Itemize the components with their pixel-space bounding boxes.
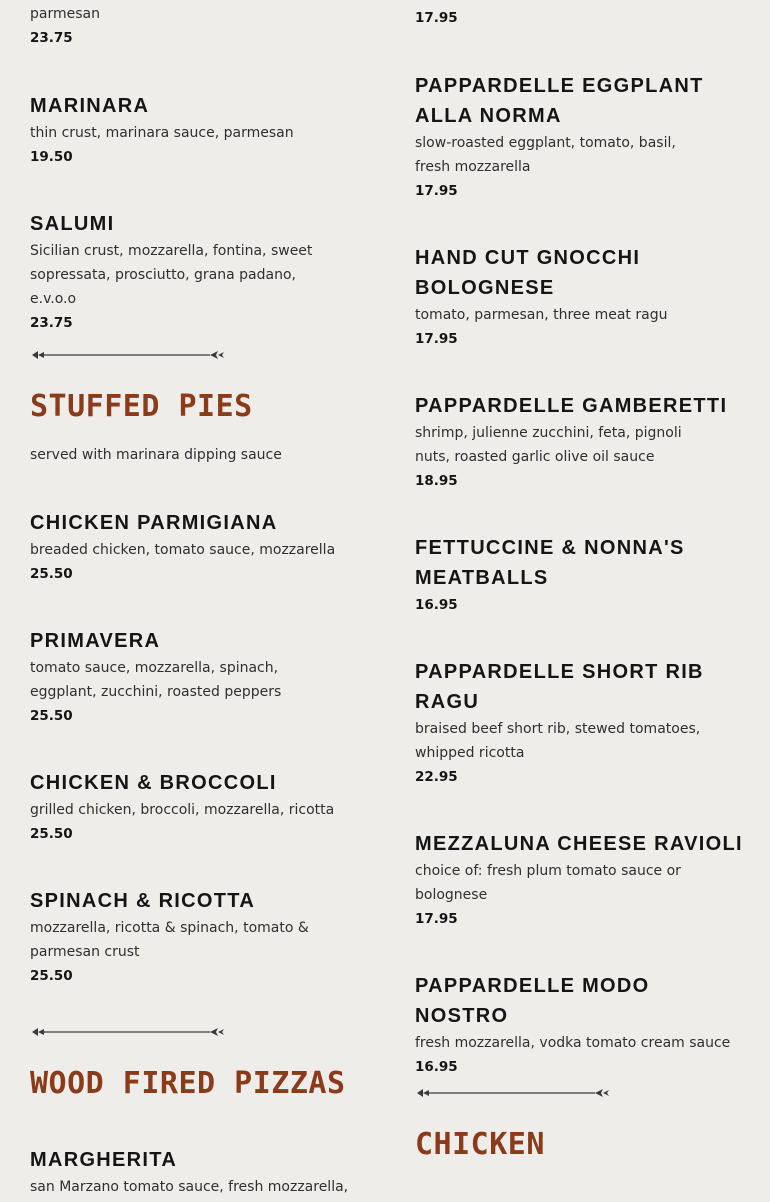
item-price: 23.75 — [30, 315, 73, 331]
menu-item — [415, 533, 745, 617]
item-description: tomato sauce, mozzarella, spinach, eggplant, zucchini, roasted peppers — [30, 660, 282, 700]
menu-item — [30, 886, 370, 988]
menu-item — [30, 768, 370, 846]
item-price: 25.50 — [30, 968, 73, 984]
menu-item — [415, 829, 745, 931]
item-price: 17.95 — [415, 911, 458, 927]
section-title-stuffed-pies: STUFFED PIES — [30, 389, 253, 424]
item-price: 25.50 — [30, 708, 73, 724]
item-description: tomato, parmesan, three meat ragu — [415, 307, 668, 323]
menu-item — [415, 6, 745, 30]
item-price: 16.95 — [415, 597, 458, 613]
item-name: PRIMAVERA — [30, 630, 161, 652]
menu-item — [415, 391, 745, 493]
item-price: 17.95 — [415, 183, 458, 199]
menu-item — [30, 2, 370, 50]
item-price: 17.95 — [415, 331, 458, 347]
menu-item — [415, 657, 745, 789]
item-name: HAND CUT GNOCCHI BOLOGNESE — [415, 247, 641, 299]
item-description: fresh mozzarella, vodka tomato cream sauce — [415, 1035, 731, 1051]
item-price: 25.50 — [30, 566, 73, 582]
section-note: served with marinara dipping sauce — [30, 447, 282, 463]
item-description: shrimp, julienne zucchini, feta, pignoli nuts, roasted garlic olive oil sauce — [415, 425, 682, 465]
item-name: PAPPARDELLE GAMBERETTI — [415, 395, 728, 417]
item-description: slow-roasted eggplant, tomato, basil, fresh mozzarella — [415, 135, 676, 175]
item-description: Sicilian crust, mozzarella, fontina, sweet sopressata, prosciutto, grana padano, e.v.o.o — [30, 243, 313, 307]
item-description: choice of: fresh plum tomato sauce or bolognese — [415, 863, 681, 903]
item-price: 17.95 — [415, 10, 458, 26]
section-divider — [30, 1026, 226, 1038]
item-price: 19.50 — [30, 149, 73, 165]
section-title-chicken: CHICKEN — [415, 1127, 545, 1162]
item-description: san Marzano tomato sauce, fresh mozzarella, — [30, 1179, 349, 1195]
item-price: 25.50 — [30, 826, 73, 842]
item-name: PAPPARDELLE SHORT RIB RAGU — [415, 661, 704, 713]
item-name: PAPPARDELLE EGGPLANT ALLA NORMA — [415, 75, 704, 127]
section-title-wood-fired-pizzas: WOOD FIRED PIZZAS — [30, 1066, 346, 1101]
menu-item — [30, 209, 370, 335]
menu-item — [30, 91, 370, 169]
item-description: thin crust, marinara sauce, parmesan — [30, 125, 294, 141]
item-name: CHICKEN PARMIGIANA — [30, 512, 278, 534]
menu-item — [30, 508, 370, 586]
menu-item — [415, 243, 745, 351]
menu-item — [415, 971, 745, 1079]
item-price: 22.95 — [415, 769, 458, 785]
item-name: PAPPARDELLE MODO NOSTRO — [415, 975, 650, 1027]
item-description: breaded chicken, tomato sauce, mozzarella — [30, 542, 336, 558]
item-name: SPINACH & RICOTTA — [30, 890, 256, 912]
item-description: braised beef short rib, stewed tomatoes, whipped ricotta — [415, 721, 701, 761]
item-price: 16.95 — [415, 1059, 458, 1075]
item-name: CHICKEN & BROCCOLI — [30, 772, 277, 794]
menu-item — [415, 71, 745, 203]
menu-item — [30, 626, 370, 728]
item-name: MEZZALUNA CHEESE RAVIOLI — [415, 833, 743, 855]
item-description: parmesan — [30, 6, 100, 22]
item-description: mozzarella, ricotta & spinach, tomato & parmesan crust — [30, 920, 309, 960]
section-divider — [415, 1087, 611, 1099]
section-divider — [30, 349, 226, 361]
item-name: FETTUCCINE & NONNA'S MEATBALLS — [415, 537, 685, 589]
menu-item — [30, 1145, 370, 1199]
item-price: 23.75 — [30, 30, 73, 46]
item-price: 18.95 — [415, 473, 458, 489]
item-name: MARINARA — [30, 95, 150, 117]
item-name: MARGHERITA — [30, 1149, 178, 1171]
item-name: SALUMI — [30, 213, 115, 235]
item-description: grilled chicken, broccoli, mozzarella, ricotta — [30, 802, 335, 818]
